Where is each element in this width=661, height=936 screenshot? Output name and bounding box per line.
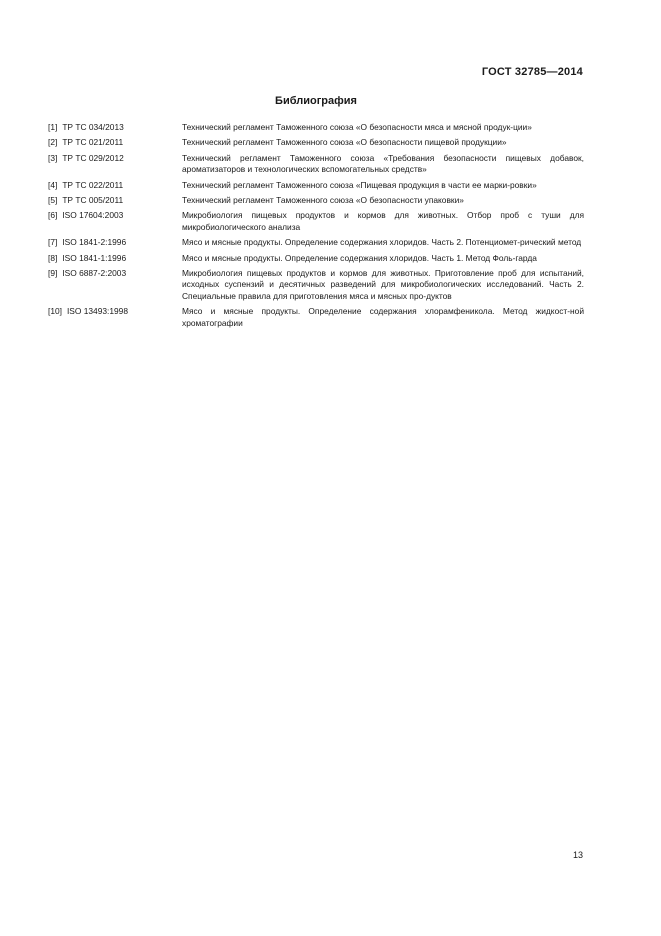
entry-reference bbox=[48, 268, 182, 302]
bibliography-entry bbox=[48, 253, 584, 264]
entry-code: ТР ТС 005/2011 bbox=[62, 195, 124, 206]
bibliography-entry bbox=[48, 122, 584, 133]
entry-code: ТР ТС 022/2011 bbox=[62, 179, 124, 190]
standard-id-header: ГОСТ 32785—2014 bbox=[481, 66, 583, 78]
bibliography-entry bbox=[48, 210, 584, 233]
entry-number: [5] bbox=[48, 195, 58, 206]
entry-code: ТР ТС 034/2013 bbox=[62, 122, 124, 132]
entry-code: ТР ТС 021/2011 bbox=[62, 137, 124, 148]
entry-reference bbox=[48, 210, 182, 233]
entry-number: [1] bbox=[48, 122, 58, 132]
bibliography-entry bbox=[48, 306, 584, 329]
entry-title: Мясо и мясные продукты. Определение содержания хлорамфеникола. Метод жидкост-ной хроматографии bbox=[182, 306, 584, 328]
bibliography-entry bbox=[48, 268, 584, 302]
entry-reference bbox=[48, 137, 182, 148]
entry-code: ISO 6887-2:2003 bbox=[62, 268, 127, 279]
entry-reference bbox=[48, 253, 182, 264]
entry-title: Технический регламент Таможенного союза «О безопасности пищевой продукции» bbox=[182, 137, 507, 148]
bibliography-list bbox=[48, 122, 584, 333]
entry-code: ISO 17604:2003 bbox=[62, 210, 124, 221]
entry-code: ISO 13493:1998 bbox=[66, 306, 128, 317]
entry-number: [4] bbox=[48, 179, 58, 190]
entry-number: [10] bbox=[48, 306, 62, 317]
entry-title: Технический регламент Таможенного союза «Пищевая продукция в части ее марки-ровки» bbox=[182, 179, 537, 190]
entry-reference bbox=[48, 153, 182, 176]
entry-number: [7] bbox=[48, 237, 58, 248]
entry-title: Мясо и мясные продукты. Определение содержания хлоридов. Часть 2. Потенциомет-рический метод bbox=[182, 237, 582, 248]
bibliography-entry bbox=[48, 137, 584, 148]
entry-code: ISO 1841-1:1996 bbox=[62, 252, 127, 263]
page-number: 13 bbox=[572, 850, 583, 860]
entry-reference bbox=[48, 237, 182, 248]
entry-code: ТР ТС 029/2012 bbox=[62, 152, 124, 163]
entry-number: [8] bbox=[48, 252, 58, 263]
entry-number: [9] bbox=[48, 268, 58, 279]
entry-title: Мясо и мясные продукты. Определение содержания хлоридов. Часть 1. Метод Фоль-гарда bbox=[182, 252, 537, 263]
entry-reference bbox=[48, 195, 182, 206]
entry-code: ISO 1841-2:1996 bbox=[62, 237, 127, 248]
bibliography-entry bbox=[48, 237, 584, 248]
entry-title: Технический регламент Таможенного союза «О безопасности упаковки» bbox=[182, 195, 464, 206]
entry-title: Микробиология пищевых продуктов и кормов для животных. Приготовление проб для испытаний, исходных суспензий и десятичных разведений для микробиологических исследований. Часть 2. Специальные правила для приготовления мяса и мясных про-дуктов bbox=[182, 268, 584, 301]
entry-title: Технический регламент Таможенного союза «О безопасности мяса и мясной продук-ции» bbox=[182, 122, 532, 132]
bibliography-entry bbox=[48, 195, 584, 206]
entry-number: [2] bbox=[48, 137, 58, 148]
entry-title: Микробиология пищевых продуктов и кормов для животных. Отбор проб с туши для микробиологического анализа bbox=[182, 210, 584, 232]
entry-number: [6] bbox=[48, 210, 58, 221]
entry-reference bbox=[48, 306, 182, 329]
bibliography-entry bbox=[48, 180, 584, 191]
section-title: Библиография bbox=[275, 95, 357, 107]
entry-reference bbox=[48, 122, 182, 133]
entry-number: [3] bbox=[48, 152, 58, 163]
entry-reference bbox=[48, 180, 182, 191]
bibliography-entry bbox=[48, 153, 584, 176]
entry-title: Технический регламент Таможенного союза «Требования безопасности пищевых добавок, ароматизаторов и технологических вспомогательных средств» bbox=[182, 152, 584, 175]
